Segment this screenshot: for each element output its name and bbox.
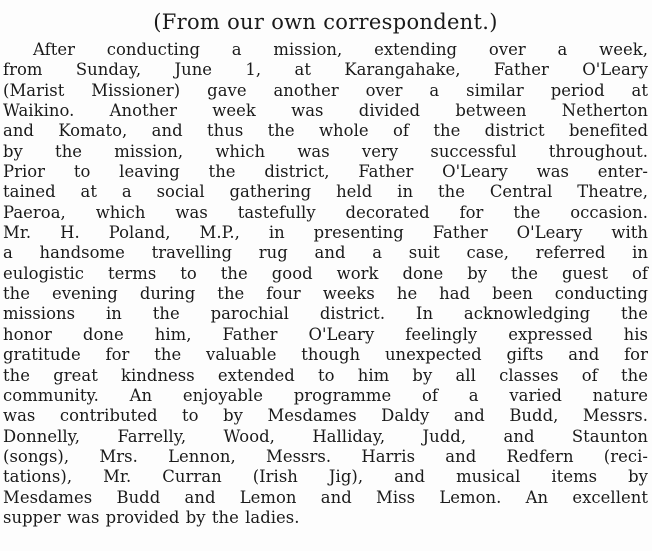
- article-line: a handsome travelling rug and a suit case, referred in: [3, 243, 648, 263]
- headline: (From our own correspondent.): [153, 10, 498, 34]
- article-line: was contributed to by Mesdames Daldy and Budd, Messrs.: [3, 406, 648, 426]
- article-line: Paeroa, which was tastefully decorated for the occasion.: [3, 202, 648, 222]
- article-line: missions in the parochial district. In acknowledging the: [3, 304, 648, 324]
- article-line: supper was provided by the ladies.: [3, 507, 300, 527]
- article-line: by the mission, which was very successful throughout.: [3, 141, 648, 161]
- article-line: After conducting a mission, extending over a week,: [33, 40, 648, 59]
- article-line: Prior to leaving the district, Father O'Leary was enter-: [3, 162, 648, 182]
- article-line: the great kindness extended to him by all classes of the: [3, 365, 648, 385]
- article-line: (songs), Mrs. Lennon, Messrs. Harris and Redfern (reci-: [3, 446, 648, 466]
- article-line: tained at a social gathering held in the Central Theatre,: [3, 182, 648, 202]
- article-body: [3, 40, 648, 528]
- article-line: Mr. H. Poland, M.P., in presenting Father O'Leary with: [3, 223, 648, 243]
- article-line: from Sunday, June 1, at Karangahake, Father O'Leary: [3, 60, 648, 80]
- article-line: Waikino. Another week was divided between Netherton: [3, 101, 648, 121]
- article-line: and Komato, and thus the whole of the district benefited: [3, 121, 648, 141]
- article-line: tations), Mr. Curran (Irish Jig), and musical items by: [3, 467, 648, 487]
- article-line: Mesdames Budd and Lemon and Miss Lemon. An excellent: [3, 487, 648, 507]
- article-line: honor done him, Father O'Leary feelingly expressed his: [3, 324, 648, 344]
- article-line: the evening during the four weeks he had been conducting: [3, 284, 648, 304]
- article-line: gratitude for the valuable though unexpected gifts and for: [3, 345, 648, 365]
- article-line: Donnelly, Farrelly, Wood, Halliday, Judd, and Staunton: [3, 426, 648, 446]
- article-line: (Marist Missioner) gave another over a similar period at: [3, 80, 648, 100]
- article-line: community. An enjoyable programme of a varied nature: [3, 385, 648, 405]
- article-line: eulogistic terms to the good work done by the guest of: [3, 263, 648, 283]
